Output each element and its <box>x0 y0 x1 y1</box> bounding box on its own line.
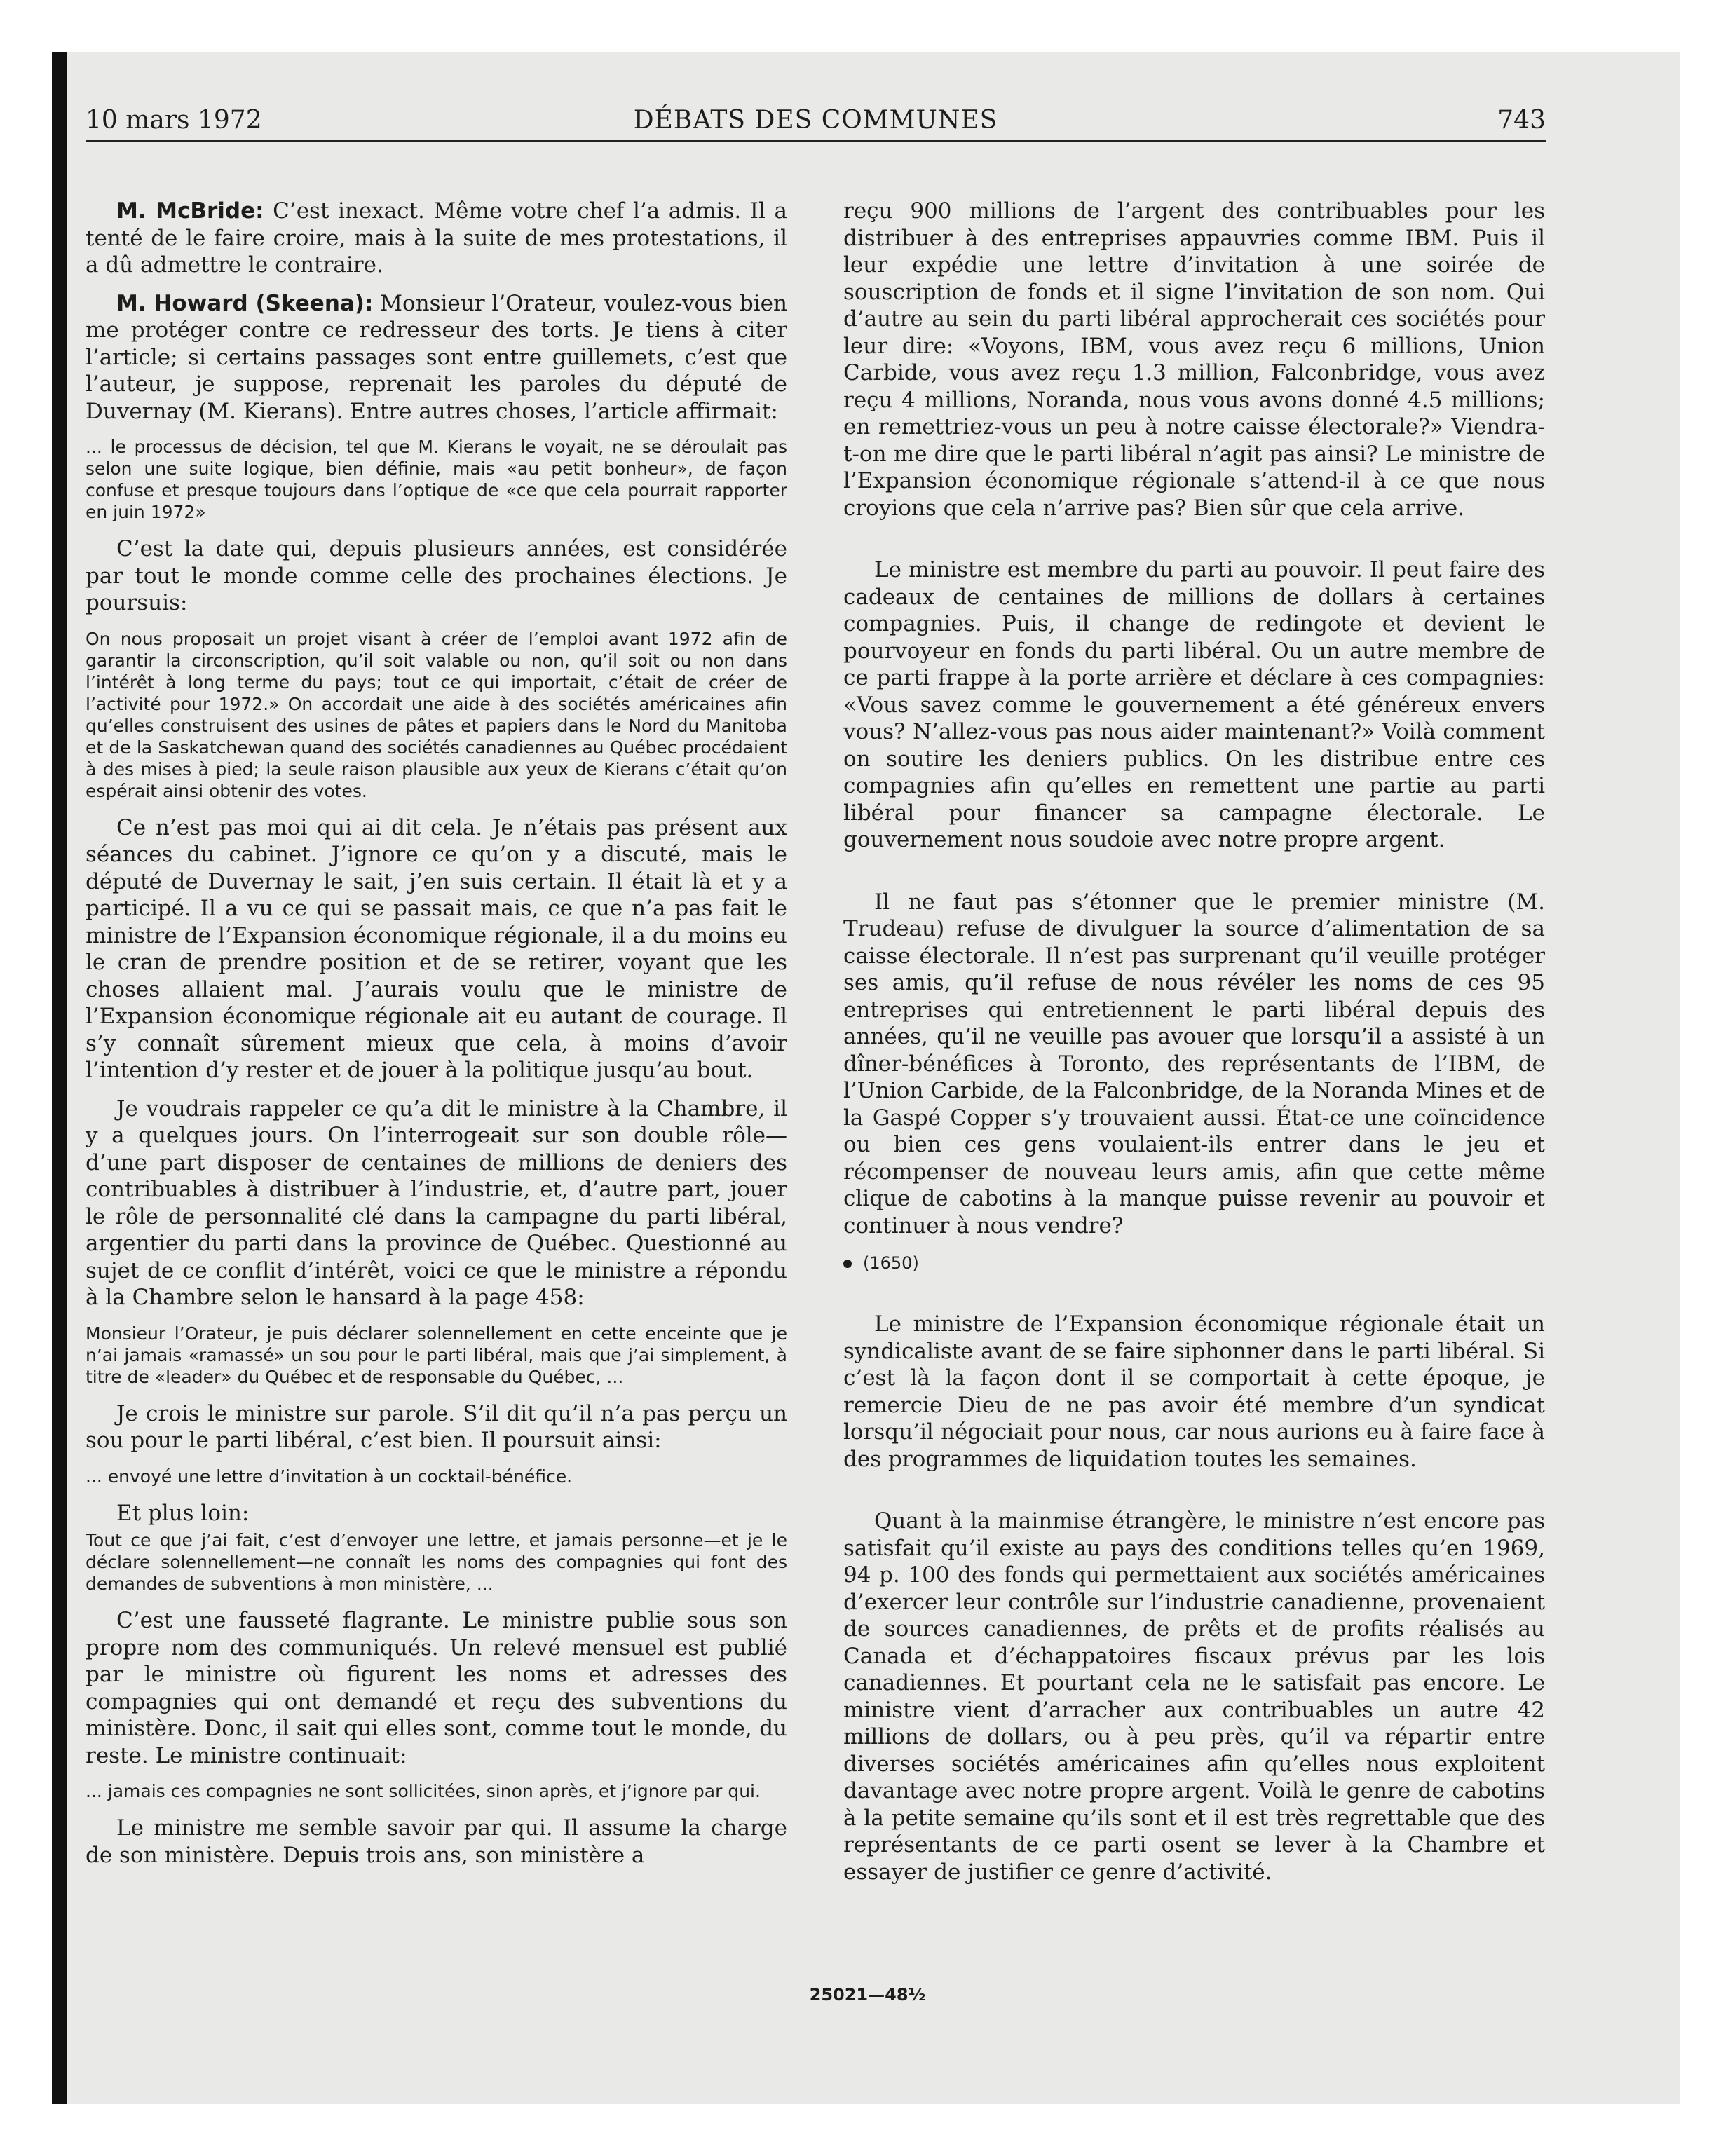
quotation: Tout ce que j’ai fait, c’est d’envoyer une lettre, et jamais personne—et je le déclare solennellement—ne connaît les noms des compagnies qui font des demandes de subventions à mon ministère, ... <box>86 1530 787 1594</box>
quotation: Monsieur l’Orateur, je puis déclarer solennellement en cette enceinte que je n’ai jamais «ramassé» un sou pour le parti libéral, mais que j’ai simplement, à titre de «leader» du Québec et de responsable du Québec, ... <box>86 1323 787 1387</box>
spacer <box>843 1484 1545 1508</box>
paragraph: Je crois le ministre sur parole. S’il dit qu’il n’a pas perçu un sou pour le parti libéral, c’est bien. Il poursuit ainsi: <box>86 1400 787 1453</box>
paragraph: Je voudrais rappeler ce qu’a dit le ministre à la Chambre, il y a quelques jours. On l’interrogeait sur son double rôle—d’une part disposer de centaines de millions de deniers des contribuables à distribuer à l’industrie, et, d’autre part, jouer le rôle de personnalité clé dans la campagne du parti libéral, argentier du parti dans la province de Québec. Questionné au sujet de ce conflit d’intérêt, voici ce que le ministre a répondu à la Chambre selon le hansard à la page 458: <box>86 1096 787 1310</box>
paragraph <box>86 290 787 425</box>
left-column <box>86 198 787 1880</box>
speaker-name: M. McBride: <box>116 198 264 224</box>
paragraph: Il ne faut pas s’étonner que le premier ministre (M. Trudeau) refuse de divulguer la source d’alimentation de sa caisse électorale. Il n’est pas surprenant qu’il veuille protéger ses amis, qu’il refuse de nous révéler les noms de ces 95 entreprises qui entretiennent le parti libéral depuis des années, qu’il ne veuille pas avouer que lorsqu’il a assisté à un dîner-bénéfices à Toronto, des représentants de l’IBM, de l’Union Carbide, de la Falconbridge, de la Noranda Mines et de la Gaspé Copper s’y trouvaient aussi. État-ce une coïncidence ou bien ces gens voulaient-ils entrer dans le jeu et récompenser de nouveau leurs amis, afin que cette même clique de cabotins à la manque puisse revenir au pouvoir et continuer à nous vendre? <box>843 889 1545 1239</box>
header-title: DÉBATS DES COMMUNES <box>633 106 998 135</box>
quotation: On nous proposait un projet visant à créer de l’emploi avant 1972 afin de garantir la circonscription, qu’il soit valable ou non, qu’il soit ou non dans l’intérêt à long terme du pays; tout ce qui importait, c’était de créer de l’activité pour 1972.» On accordait une aide à des sociétés américaines afin qu’elles construisent des usines de pâtes et papiers dans le Nord du Manitoba et de la Saskatchewan quand des sociétés canadiennes au Québec procédaient à des mises à pied; la seule raison plausible aux yeux de Kierans c’était qu’on espérait ainsi obtenir des votes. <box>86 628 787 801</box>
paragraph: Quant à la mainmise étrangère, le ministre n’est encore pas satisfait qu’il existe au pays des conditions telles qu’en 1969, 94 p. 100 des fonds qui permettaient aux sociétés américaines d’exercer leur contrôle sur l’industrie canadienne, provenaient de sources canadiennes, de prêts et de profits réalisés au Canada et d’échappatoires fiscaux prévus par les lois canadiennes. Et pourtant cela ne le satisfait pas encore. Le ministre vient d’arracher aux contribuables un autre 42 millions de dollars, ou à peu près, qu’il va répartir entre diverses sociétés américaines afin qu’elles nous exploitent davantage avec notre propre argent. Voilà le genre de cabotins à la petite semaine qu’ils sont et il est très regrettable que des représentants de ce parti osent se lever à la Chambre et essayer de justifier ce genre d’activité. <box>843 1508 1545 1885</box>
binding-edge <box>52 52 67 2104</box>
paragraph: reçu 900 millions de l’argent des contribuables pour les distribuer à des entreprises appauvries comme IBM. Puis il leur expédie une lettre d’invitation à une soirée de souscription de fonds et il signe l’invitation de son nom. Qui d’autre au sein du parti libéral approcherait ces sociétés pour leur dire: «Voyons, IBM, vous avez reçu 6 millions, Union Carbide, vous avez reçu 1.3 million, Falconbridge, vous avez reçu 4 millions, Noranda, nous vous avons donné 4.5 millions; en remettriez-vous un peu à notre caisse électorale?» Viendra-t-on me dire que le parti libéral n’agit pas ainsi? Le ministre de l’Expansion économique régionale s’attend-il à ce que nous croyions que cela n’arrive pas? Bien sûr que cela arrive. <box>843 198 1545 521</box>
paragraph: Ce n’est pas moi qui ai dit cela. Je n’étais pas présent aux séances du cabinet. J’ignore ce qu’on y a discuté, mais le député de Duvernay le sait, j’en suis certain. Il était là et y a participé. Il a vu ce qui se passait mais, ce que n’a pas fait le ministre de l’Expansion économique régionale, il a du moins eu le cran de prendre position et de se retirer, voyant que les choses allaient mal. J’aurais voulu que le ministre de l’Expansion économique régionale ait eu autant de courage. Il s’y connaît sûrement mieux que cela, à moins d’avoir l’intention d’y rester et de jouer à la politique jusqu’au bout. <box>86 814 787 1083</box>
paragraph <box>86 198 787 279</box>
paragraph: Et plus loin: <box>116 1500 250 1526</box>
speaker-name: M. Howard (Skeena): <box>116 290 374 316</box>
paragraph-text: C’est inexact. Même votre chef l’a admis. Il a tenté de le faire croire, mais à la suite de mes protestations, il a dû admettre le contraire. <box>86 198 788 278</box>
paragraph: Le ministre de l’Expansion économique régionale était un syndicaliste avant de se faire siphonner dans le parti libéral. Si c’est là la façon dont il se comportait à cette époque, je remercie Dieu de ne pas avoir été membre d’un syndicat lorsqu’il négociait pour nous, car nous aurions eu à faire face à des programmes de liquidation toutes les semaines. <box>843 1311 1545 1472</box>
page-number: 743 <box>1497 106 1546 135</box>
spacer <box>843 865 1545 889</box>
page-footer: 25021—48½ <box>809 1985 926 2005</box>
time-marker-text: (1650) <box>863 1253 919 1273</box>
paragraph-text: Monsieur l’Orateur, voulez-vous bien me protéger contre ce redresseur des torts. Je tiens à citer l’article; si certains passages sont entre guillemets, c’est que l’auteur, je suppose, reprenait les paroles du député de Duvernay (M. Kierans). Entre autres choses, l’article affirmait: <box>86 290 787 424</box>
page-header <box>86 104 1546 142</box>
bullet-icon <box>843 1260 852 1268</box>
paragraph: C’est la date qui, depuis plusieurs années, est considérée par tout le monde comme celle des prochaines élections. Je poursuis: <box>86 536 787 615</box>
paragraph: Le ministre me semble savoir par qui. Il assume la charge de son ministère. Depuis trois ans, son ministère a <box>86 1815 787 1868</box>
spacer <box>843 533 1545 557</box>
right-column <box>843 198 1545 1897</box>
paragraph: Le ministre est membre du parti au pouvoir. Il peut faire des cadeaux de centaines de millions de dollars à certaines compagnies. Puis, il change de redingote et devient le pourvoyeur en fonds du parti libéral. Ou un autre membre de ce parti frappe à la porte arrière et déclare à ces compagnies: «Vous savez comme le gouvernement a été généreux envers vous? N’allez-vous pas nous aider maintenant?» Voilà comment on soutire les deniers publics. On les distribue entre ces compagnies afin qu’elles en remettent une partie au parti libéral pour financer sa campagne électorale. Le gouvernement nous soudoie avec notre propre argent. <box>843 557 1545 852</box>
quotation: ... le processus de décision, tel que M. Kierans le voyait, ne se déroulait pas selon une suite logique, bien définie, mais «au petit bonheur», de façon confuse et presque toujours dans l’optique de «ce que cela pourrait rapporter en juin 1972» <box>86 437 787 522</box>
header-date: 10 mars 1972 <box>86 106 262 135</box>
paragraph: C’est une fausseté flagrante. Le ministre publie sous son propre nom des communiqués. Un relevé mensuel est publié par le ministre où figurent les noms et adresses des compagnies qui ont demandé et reçu des subventions du ministère. Donc, il sait qui elles sont, comme tout le monde, du reste. Le ministre continuait: <box>86 1608 787 1768</box>
quotation: ... envoyé une lettre d’invitation à un cocktail-bénéfice. <box>86 1466 573 1487</box>
time-marker <box>843 1253 1545 1273</box>
quotation: ... jamais ces compagnies ne sont sollicitées, sinon après, et j’ignore par qui. <box>86 1781 761 1801</box>
